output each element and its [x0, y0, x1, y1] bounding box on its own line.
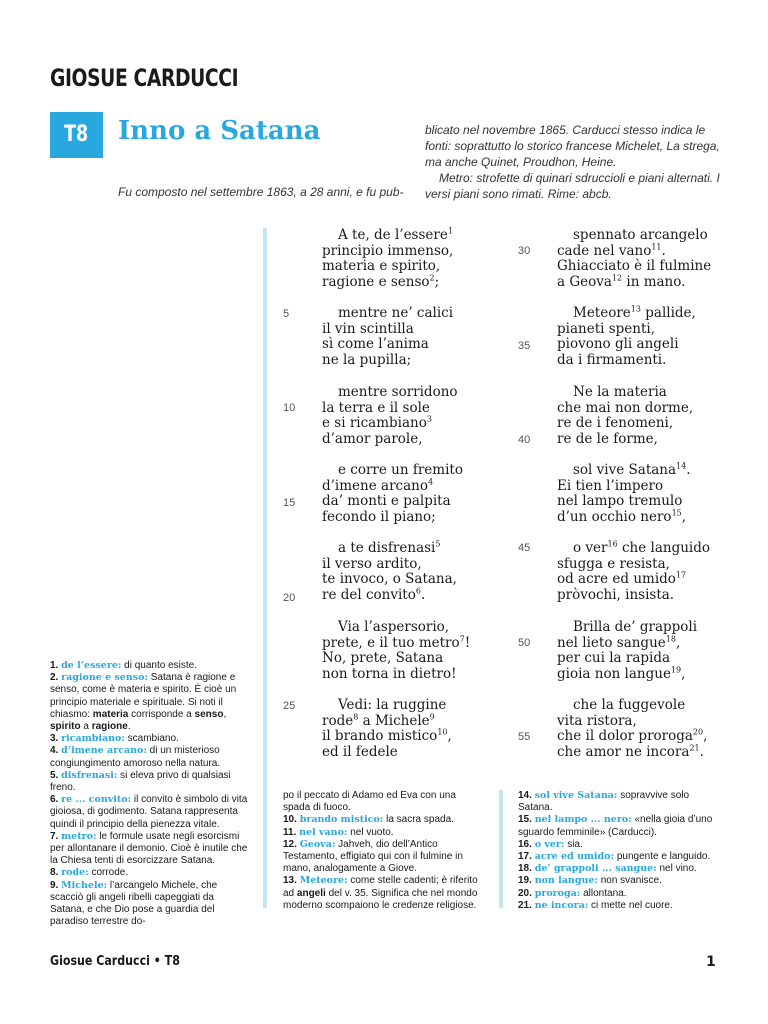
- footnote-number: 5.: [50, 769, 59, 781]
- line-number: 55: [518, 731, 531, 743]
- verse-line: piovono gli angeli: [557, 336, 679, 353]
- poem-rule-left: [263, 228, 267, 908]
- stanza: [322, 306, 453, 369]
- verse-line: materia e spirito,: [322, 258, 441, 275]
- footnote: 14. sol vive Satana: sopravvive solo Satana.: [518, 790, 690, 814]
- line-number: 50: [518, 637, 531, 649]
- stanza: [322, 620, 470, 683]
- verse-line: la terra e il sole: [322, 399, 430, 416]
- footnote-keyword: o ver:: [534, 838, 565, 850]
- footnote-keyword: brando mistico:: [299, 814, 384, 826]
- footnote-number: 15.: [518, 814, 532, 826]
- verse-line: Ghiacciato è il fulmine: [557, 258, 712, 275]
- footnote-number: 17.: [518, 851, 532, 863]
- footnote-ref: 5: [435, 539, 441, 549]
- verse-line: ragione e senso$^2$;: [322, 273, 440, 291]
- verse-line: pròvochi, insista.: [557, 587, 675, 604]
- footnote-ref: 8: [353, 712, 359, 722]
- footnote-ref: 20: [692, 727, 704, 737]
- footnote: 15. nel lampo ... nero: «nella gioia d’uno sguardo femminile» (Carducci).: [518, 814, 713, 838]
- footnote-ref: 4: [427, 477, 434, 487]
- verse-line: il brando mistico$^{10}$,: [322, 727, 452, 745]
- footnote-number: 11.: [283, 826, 297, 838]
- footnote-keyword: non langue:: [534, 875, 598, 887]
- footnote-keyword: sol vive Satana:: [534, 790, 618, 801]
- footnote-keyword: Geova:: [299, 838, 336, 850]
- stanza: [557, 620, 697, 683]
- footnote-number: 6.: [50, 794, 59, 806]
- verse-line: vita ristora,: [557, 712, 637, 729]
- bold-term: materia: [92, 708, 129, 720]
- footnote: 21. ne incora: ci mette nel cuore.: [518, 899, 673, 911]
- footnote-number: 13.: [283, 875, 297, 887]
- verse-line: Meteore$^{13}$ pallide,: [573, 304, 696, 321]
- footnote-ref: 19: [670, 665, 682, 675]
- footnote: 18. de’ grappoli ... sangue: nel vino.: [518, 863, 697, 875]
- footnote-ref: 11: [651, 242, 662, 252]
- footnote: 3. ricambiano: scambiano.: [50, 733, 179, 745]
- footnote-ref: 9: [429, 712, 435, 722]
- footer-running-title: Giosue Carducci • T8: [50, 954, 180, 969]
- verse-line: per cui la rapida: [557, 650, 671, 667]
- footnote-continuation: po il peccato di Adamo ed Eva con una spada di fuoco.: [283, 790, 456, 814]
- text-number-badge: T8: [50, 112, 103, 158]
- verse-line: d’imene arcano$^4$: [322, 477, 434, 494]
- bold-term: senso: [194, 708, 224, 720]
- bold-term: ragione: [91, 721, 128, 733]
- line-number: 5: [283, 308, 290, 320]
- line-number: 10: [283, 402, 296, 414]
- stanza: [322, 698, 452, 761]
- stanza: [322, 385, 458, 448]
- verse-line: ne la pupilla;: [322, 352, 412, 369]
- verse-line: nel lieto sangue$^{18}$,: [557, 634, 681, 651]
- footnote-ref: 17: [675, 570, 687, 580]
- verse-line: sì come l’anima: [322, 336, 429, 353]
- verse-line: re de i fenomeni,: [557, 415, 674, 432]
- footnote-keyword: acre ed umido:: [534, 851, 615, 863]
- footnote-ref: 18: [665, 634, 676, 644]
- bold-term: angeli: [296, 887, 326, 899]
- footnote-keyword: Michele:: [61, 879, 108, 891]
- footnote-keyword: proroga:: [534, 887, 581, 899]
- footnote: 6. re ... convito: il convito è simbolo di vita gioiosa, di godimento. Satana rappresenta quindi il principio della pienezza vitale.: [50, 794, 248, 830]
- footnote-ref: 13: [630, 304, 641, 314]
- verse-line: fecondo il piano;: [322, 509, 436, 526]
- verse-line: pianeti spenti,: [557, 320, 656, 337]
- footnote: 13. Meteore: come stelle cadenti; è riferito ad angeli del v. 35. Significa che nel mondo moderno scompaiono le credenze religiose.: [283, 875, 478, 911]
- line-number: 45: [518, 542, 531, 554]
- verse-line: re del convito$^6$.: [322, 586, 426, 604]
- verse-line: re de le forme,: [557, 431, 658, 448]
- footnote-ref: 15: [671, 508, 682, 518]
- footnote: 8. rode: corrode.: [50, 867, 129, 879]
- footnote: 10. brando mistico: la sacra spada.: [283, 814, 454, 826]
- footnote-keyword: re ... convito:: [61, 794, 132, 806]
- footnote: 9. Michele: l’arcangelo Michele, che scacciò gli angeli ribelli capeggiati da Satana, e che Dio pose a guardia del paradiso terrestre do-: [50, 879, 218, 928]
- verse-line: A te, de l’essere$^1$: [338, 226, 453, 243]
- verse-line: cade nel vano$^{11}$.: [557, 242, 666, 259]
- footnote-keyword: nel vano:: [299, 826, 348, 838]
- footnote-keyword: metro:: [61, 830, 97, 842]
- footnote-number: 19.: [518, 875, 532, 887]
- stanza: [322, 228, 453, 291]
- footnote: 17. acre ed umido: pungente e languido.: [518, 851, 711, 863]
- stanza: [557, 306, 696, 369]
- footnote: 11. nel vano: nel vuoto.: [283, 826, 394, 838]
- verse-line: e corre un fremito: [338, 462, 463, 478]
- verse-line: sol vive Satana$^{14}$.: [573, 461, 691, 478]
- footnote-ref: 2: [429, 273, 435, 283]
- verse-line: gioia non langue$^{19}$,: [557, 665, 686, 683]
- verse-line: Via l’aspersorio,: [338, 619, 450, 635]
- footnote: 4. d’imene arcano: di un misterioso congiungimento amoroso nella natura.: [50, 745, 221, 769]
- verse-line: sfugga e resista,: [557, 555, 670, 572]
- footnote-number: 2.: [50, 672, 59, 684]
- verse-line: No, prete, Satana: [322, 650, 444, 667]
- stanza: [557, 463, 691, 526]
- footnote: 7. metro: le formule usate negli esorcismi per allontanare il demonio. Cioè è inutile che la Chiesa tenti di esorcizzare Satana.: [50, 830, 248, 867]
- footnote-number: 1.: [50, 660, 59, 671]
- verse-line: da’ monti e palpita: [322, 493, 451, 510]
- line-number: 35: [518, 340, 531, 352]
- verse-line: il vin scintilla: [322, 320, 414, 337]
- footnote-keyword: nel lampo ... nero:: [534, 814, 632, 826]
- verse-line: e si ricambiano$^3$: [322, 414, 432, 432]
- verse-line: che la fuggevole: [573, 697, 686, 713]
- footnote-number: 18.: [518, 863, 532, 875]
- footnote-keyword: d’imene arcano:: [61, 745, 147, 757]
- line-number: 25: [283, 700, 296, 712]
- footnote: 1. de l’essere: di quanto esiste.: [50, 660, 197, 671]
- line-number: 40: [518, 434, 531, 446]
- footnote-ref: 7: [459, 634, 465, 644]
- footnote-number: 4.: [50, 745, 59, 757]
- footnote-ref: 14: [676, 461, 687, 471]
- verse-line: il verso ardito,: [322, 555, 422, 572]
- intro-text-right: blicato nel novembre 1865. Carducci stesso indica le fonti: soprattutto lo storico francese Michelet, La strega, ma anche Quinet, Proudhon, Heine. Metro: strofette di quinari sdruccioli e piani alternati. I versi piani sono rimati. Rime: abcb.: [425, 123, 720, 201]
- footnote-ref: 3: [426, 414, 432, 424]
- footnote-number: 9.: [50, 879, 59, 891]
- verse-line: che il dolor proroga$^{20}$,: [557, 727, 708, 745]
- bold-term: spirito: [50, 721, 81, 733]
- stanza: [557, 698, 707, 761]
- line-number: 30: [518, 245, 531, 257]
- verse-line: d’amor parole,: [322, 431, 423, 448]
- line-number: 20: [283, 592, 296, 604]
- poem-title: Inno a Satana: [118, 116, 321, 146]
- verse-line: a te disfrenasi$^5$: [338, 539, 441, 556]
- poem-rule-right: [499, 790, 503, 908]
- footnote-number: 10.: [283, 814, 297, 826]
- footnote-number: 16.: [518, 838, 532, 850]
- verse-line: te invoco, o Satana,: [322, 571, 457, 588]
- footnote-number: 21.: [518, 899, 532, 911]
- footnote: 16. o ver: sia.: [518, 838, 583, 850]
- footnote-keyword: ne incora:: [534, 899, 589, 911]
- line-number: 15: [283, 497, 296, 509]
- footnote-keyword: rode:: [61, 867, 89, 879]
- verse-line: Ne la materia: [573, 384, 667, 400]
- stanza: [322, 463, 463, 526]
- footnote-ref: 12: [611, 273, 623, 283]
- notes-column-2: [283, 790, 479, 912]
- footnote-keyword: ragione e senso:: [61, 672, 148, 684]
- notes-column-1: [50, 660, 248, 928]
- footnote-number: 12.: [283, 838, 297, 850]
- verse-line: Ei tien l’impero: [557, 477, 664, 494]
- verse-line: prete, e il tuo metro$^7$!: [322, 634, 471, 651]
- footnote: 19. non langue: non svanisce.: [518, 875, 662, 887]
- footnote-number: 3.: [50, 733, 59, 745]
- footnote: 2. ragione e senso: Satana è ragione e senso, come è materia e spirito. È cioè un principio materiale e spirituale. Si noti il chiasmo: materia corrisponde a senso, spirito a ragione.: [50, 672, 237, 733]
- footnote-ref: 21: [689, 743, 700, 753]
- verse-line: da i firmamenti.: [557, 352, 667, 369]
- verse-line: nel lampo tremulo: [557, 493, 683, 510]
- footnote: 5. disfrenasi: si eleva privo di qualsiasi freno.: [50, 769, 231, 794]
- footnote-ref: 10: [437, 727, 448, 737]
- footnote-keyword: ricambiano:: [61, 733, 125, 745]
- footnote: 20. proroga: allontana.: [518, 887, 627, 899]
- footnote-ref: 1: [447, 226, 453, 236]
- stanza: [557, 228, 711, 291]
- stanza: [557, 541, 710, 604]
- page-number: 1: [706, 954, 716, 970]
- verse-line: rode$^8$ a Michele$^9$: [322, 712, 435, 729]
- verse-line: ed il fedele: [322, 744, 398, 761]
- footnote-number: 14.: [518, 790, 532, 801]
- stanza: [557, 385, 693, 448]
- footnote-number: 20.: [518, 887, 532, 899]
- verse-line: spennato arcangelo: [573, 227, 708, 243]
- verse-line: od acre ed umido$^{17}$: [557, 570, 687, 588]
- footnote-keyword: de l’essere:: [61, 660, 122, 671]
- verse-line: mentre sorridono: [338, 384, 458, 400]
- author-heading: GIOSUE CARDUCCI: [50, 64, 239, 92]
- verse-line: o ver$^{16}$ che languido: [573, 539, 710, 556]
- notes-column-3: [518, 790, 718, 912]
- footnote-number: 7.: [50, 830, 59, 842]
- footnote-ref: 16: [607, 539, 618, 549]
- verse-line: Brilla de’ grappoli: [573, 619, 698, 635]
- verse-line: che amor ne incora$^{21}$.: [557, 743, 704, 761]
- footnote: 12. Geova: Jahveh, dio dell’Antico Testamento, effigiato qui con il fulmine in mano, analogamente a Giove.: [283, 838, 463, 875]
- footnote-number: 8.: [50, 867, 59, 879]
- verse-line: a Geova$^{12}$ in mano.: [557, 273, 686, 291]
- verse-line: non torna in dietro!: [322, 666, 457, 683]
- verse-line: d’un occhio nero$^{15}$,: [557, 508, 687, 526]
- verse-line: principio immenso,: [322, 242, 454, 259]
- footnote-keyword: de’ grappoli ... sangue:: [534, 863, 657, 875]
- intro-text-left: Fu composto nel settembre 1863, a 28 anni, e fu pub-: [118, 185, 404, 199]
- footnote-keyword: disfrenasi:: [61, 769, 118, 781]
- footnote-ref: 6: [415, 586, 421, 596]
- footnote-keyword: Meteore:: [299, 875, 348, 887]
- verse-line: Vedi: la ruggine: [338, 697, 447, 713]
- verse-line: che mai non dorme,: [557, 399, 694, 416]
- stanza: [322, 541, 457, 604]
- verse-line: mentre ne’ calici: [338, 305, 454, 321]
